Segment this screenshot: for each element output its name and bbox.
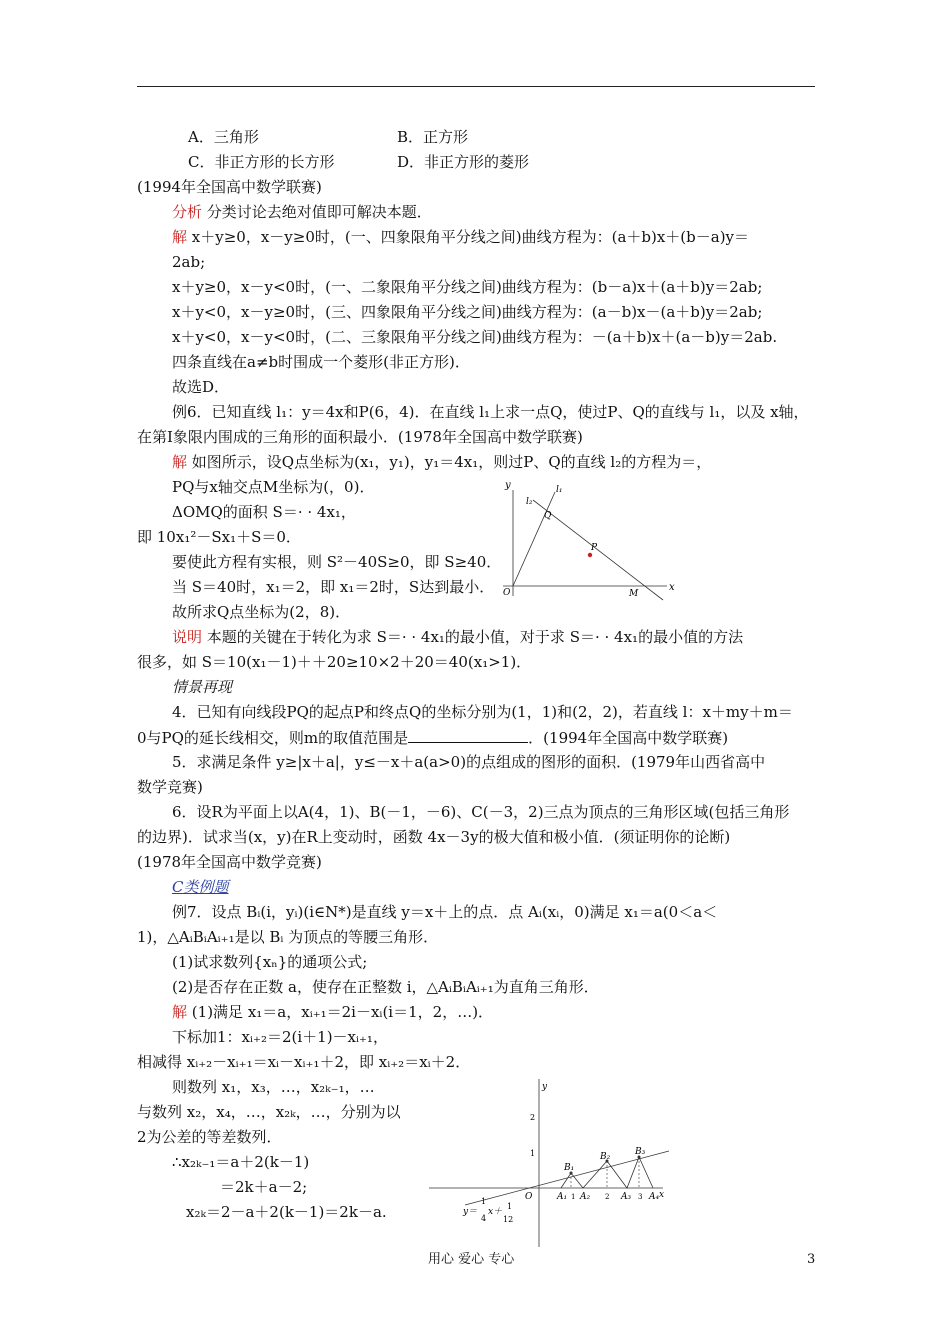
problem4-line1: 4．已知有向线段PQ的起点P和终点Q的坐标分别为(1，1)和(2，2)，若直线 l：x＋my＋m＝ bbox=[172, 703, 793, 721]
problem6-line1: 6．设R为平面上以A(4，1)、B(－1，－6)、C(－3，2)三点为顶点的三角形区域(包括三角形 bbox=[172, 803, 790, 821]
solution3-line5: 与数列 x₂，x₄，…，x₂ₖ，…，分别为以 bbox=[137, 1103, 401, 1121]
option-d: D．非正方形的菱形 bbox=[397, 153, 530, 171]
problem4-text-a: 0与PQ的延长线相交，则m的取值范围是 bbox=[137, 729, 409, 747]
solution1-text1: x＋y≥0，x－y≥0时，(一、四象限角平分线之间)曲线方程为：(a＋b)x＋(b－a)y＝ bbox=[191, 228, 750, 246]
problem4-text-b: ．(1994年全国高中数学联赛) bbox=[528, 729, 729, 747]
fig2-tick-y2: 2 bbox=[530, 1113, 536, 1122]
option-c: C．非正方形的长方形 bbox=[188, 153, 335, 171]
fig1-label-q: Q bbox=[544, 511, 552, 521]
fig1-line-l1 bbox=[513, 492, 555, 586]
option-a: A．三角形 bbox=[188, 128, 259, 146]
solution1-line5: 四条直线在a≠b时围成一个菱形(非正方形)． bbox=[172, 353, 470, 371]
fig1-label-l2: l₂ bbox=[526, 497, 533, 507]
analysis-tag: 分析 bbox=[172, 203, 203, 221]
solution3-line4: 则数列 x₁，x₃，…，x₂ₖ₋₁，… bbox=[172, 1078, 375, 1096]
note-line1 bbox=[172, 628, 743, 646]
solution3-line2: 下标加1：xᵢ₊₂＝2(i＋1)－xᵢ₊₁， bbox=[172, 1028, 388, 1046]
solution1-tag: 解 bbox=[172, 228, 188, 246]
fig1-label-l1: l₁ bbox=[556, 485, 563, 495]
solution2-line7: 故所求Q点坐标为(2，8)． bbox=[172, 603, 351, 621]
solution2-tag: 解 bbox=[172, 453, 188, 471]
note-line2: 很多，如 S＝10(x₁－1)＋＋20≥10×2＋20＝40(x₁>1)． bbox=[137, 653, 532, 671]
fig1-line-l2 bbox=[533, 500, 663, 600]
example6-line2: 在第Ⅰ象限内围成的三角形的面积最小．(1978年全国高中数学联赛) bbox=[137, 428, 583, 446]
example6-line1: 例6．已知直线 l₁：y＝4x和P(6，4)．在直线 l₁上求一点Q，使过P、Q的直线与 l₁，以及 x轴， bbox=[172, 403, 809, 421]
fig1-label-x: x bbox=[669, 582, 675, 593]
solution3-line9: x₂ₖ＝2－a＋2(k－1)＝2k－a. bbox=[186, 1203, 387, 1221]
fig2-eq-den1: 4 bbox=[481, 1214, 487, 1223]
solution3-line8: ＝2k＋a－2; bbox=[220, 1178, 308, 1196]
example7-line3: (1)试求数列{xₙ}的通项公式; bbox=[172, 953, 368, 971]
solution1-line4: x＋y<0，x－y<0时，(二、三象限角平分线之间)曲线方程为：－(a＋b)x＋(a－b)y＝2ab. bbox=[172, 328, 778, 346]
example7-line1: 例7．设点 Bᵢ(i，yᵢ)(i∈N*)是直线 y＝x＋上的点．点 Aᵢ(xᵢ，0)满足 x₁＝a(0＜a＜ bbox=[172, 903, 718, 921]
solution2-line3: ΔOMQ的面积 S＝· · 4x₁， bbox=[172, 503, 356, 521]
note-tag: 说明 bbox=[172, 628, 203, 646]
fig2-tick-x1: 1 bbox=[571, 1193, 576, 1201]
example7-line2: 1)，△AᵢBᵢAᵢ₊₁是以 Bᵢ 为顶点的等腰三角形． bbox=[137, 928, 439, 946]
fig1-label-y: y bbox=[505, 480, 511, 491]
fig2-label-y: y bbox=[542, 1082, 548, 1092]
fig2-label-a3: A₃ bbox=[621, 1192, 632, 1202]
solution2-line6: 当 S＝40时，x₁＝2，即 x₁＝2时，S达到最小． bbox=[172, 578, 495, 596]
section-c-link[interactable]: C类例题 bbox=[172, 878, 229, 896]
solution3-tag: 解 bbox=[172, 1003, 188, 1021]
analysis-text: 分类讨论去绝对值即可解决本题． bbox=[206, 203, 432, 221]
solution2-line1 bbox=[172, 453, 711, 471]
solution2-line4: 即 10x₁²－Sx₁＋S＝0． bbox=[137, 528, 301, 546]
scenario-heading: 情景再现 bbox=[172, 678, 233, 696]
fig2-label-b2: B₂ bbox=[600, 1152, 611, 1162]
solution3-line7: ∴x₂ₖ₋₁＝a＋2(k－1) bbox=[172, 1153, 310, 1171]
fig2-label-a4: A₄ bbox=[649, 1192, 660, 1202]
figure-line-triangle bbox=[495, 478, 680, 608]
footer-slogan: 用心 爱心 专心 bbox=[428, 1252, 515, 1267]
solution1-line1 bbox=[172, 228, 749, 246]
analysis-line bbox=[172, 203, 432, 221]
solution3-text1: (1)满足 x₁＝a，xᵢ₊₁＝2i－xᵢ(i＝1，2，…)． bbox=[191, 1003, 494, 1021]
fig2-tick-x2: 2 bbox=[605, 1193, 610, 1201]
source-note: (1994年全国高中数学联赛) bbox=[137, 178, 322, 196]
fig2-label-b3: B₃ bbox=[635, 1147, 646, 1157]
fig2-eq-num2: 1 bbox=[507, 1202, 513, 1211]
fig2-label-o: O bbox=[525, 1192, 533, 1202]
note-text1: 本题的关键在于转化为求 S＝· · 4x₁的最小值，对于求 S＝· · 4x₁的最小值的方法 bbox=[206, 628, 744, 646]
fig2-eq-den2: 12 bbox=[503, 1215, 514, 1224]
solution2-text1: 如图所示，设Q点坐标为(x₁，y₁)，y₁＝4x₁，则过P、Q的直线 l₂的方程为＝， bbox=[191, 453, 712, 471]
fig2-tick-y1: 1 bbox=[530, 1149, 536, 1158]
problem6-line3: (1978年全国高中数学竞赛) bbox=[137, 853, 322, 871]
fig2-eq-num1: 1 bbox=[481, 1197, 487, 1206]
answer-blank[interactable] bbox=[408, 728, 528, 743]
solution1-line2: x＋y≥0，x－y<0时，(一、二象限角平分线之间)曲线方程为：(b－a)x＋(a＋b)y＝2ab; bbox=[172, 278, 763, 296]
fig1-label-p: P bbox=[591, 543, 598, 553]
fig2-label-a2: A₂ bbox=[580, 1192, 591, 1202]
header-rule bbox=[137, 86, 815, 87]
fig2-tick-x3: 3 bbox=[638, 1193, 643, 1201]
fig1-label-o: O bbox=[503, 588, 511, 598]
solution1-line1b: 2ab; bbox=[172, 253, 206, 271]
fig1-point-p bbox=[588, 553, 592, 557]
fig2-eq-y: y＝ bbox=[463, 1207, 478, 1217]
solution3-line3: 相减得 xᵢ₊₂－xᵢ₊₁＝xᵢ－xᵢ₊₁＋2，即 xᵢ₊₂＝xᵢ＋2． bbox=[137, 1053, 471, 1071]
solution3-line1 bbox=[172, 1003, 493, 1021]
problem6-line2: 的边界)．试求当(x，y)在R上变动时，函数 4x－3y的极大值和极小值．(须证明你的论断) bbox=[137, 828, 731, 846]
figure-isosceles-triangles bbox=[425, 1075, 680, 1250]
problem5-line1: 5．求满足条件 y≥|x＋a|，y≤－x＋a(a>0)的点组成的图形的面积．(1979年山西省高中 bbox=[172, 753, 766, 771]
solution3-line6: 2为公差的等差数列． bbox=[137, 1128, 282, 1146]
page-number: 3 bbox=[807, 1252, 816, 1267]
fig2-label-x: x bbox=[659, 1190, 665, 1200]
fig2-label-b1: B₁ bbox=[564, 1163, 575, 1173]
fig2-label-a1: A₁ bbox=[557, 1192, 568, 1202]
example7-line4: (2)是否存在正数 a，使存在正整数 i，△AᵢBᵢAᵢ₊₁为直角三角形． bbox=[172, 978, 599, 996]
solution2-line5: 要使此方程有实根，则 S²－40S≥0，即 S≥40． bbox=[172, 553, 502, 571]
fig1-label-m: M bbox=[629, 589, 639, 599]
option-b: B．正方形 bbox=[397, 128, 469, 146]
problem4-line2 bbox=[137, 728, 728, 747]
solution1-line3: x＋y<0，x－y≥0时，(三、四象限角平分线之间)曲线方程为：(a－b)x－(a＋b)y＝2ab; bbox=[172, 303, 763, 321]
solution2-line2: PQ与x轴交点M坐标为(，0)． bbox=[172, 478, 375, 496]
fig2-eq-x: x＋ bbox=[488, 1207, 503, 1217]
problem5-line2: 数学竞赛) bbox=[137, 778, 203, 796]
solution1-line6: 故选D． bbox=[172, 378, 230, 396]
